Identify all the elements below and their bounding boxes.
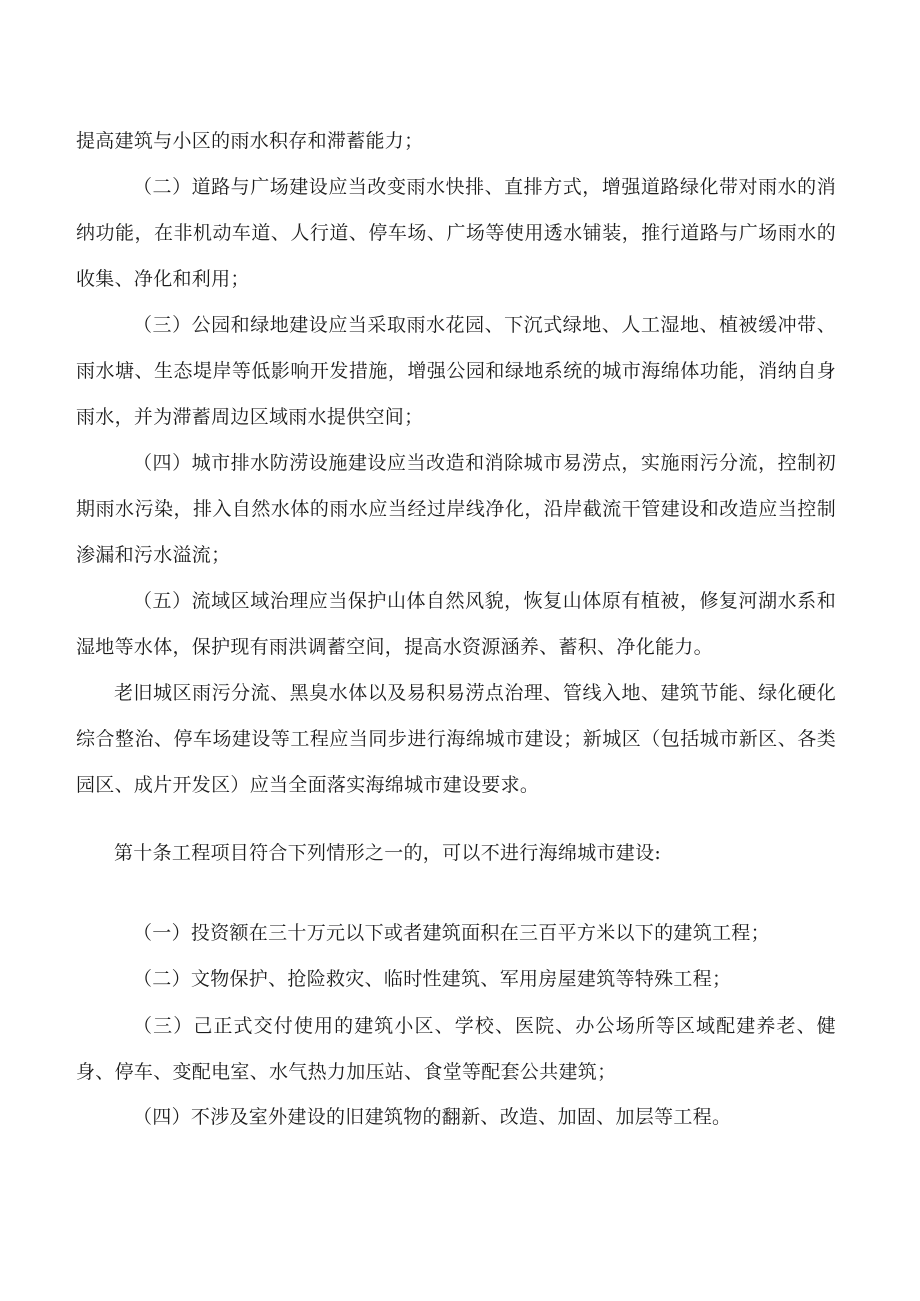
paragraph-exemption-4: （四）不涉及室外建设的旧建筑物的翻新、改造、加固、加层等工程。 bbox=[133, 1106, 732, 1128]
paragraph-item-3-parks-greenland: （三）公园和绿地建设应当采取雨水花园、下沉式绿地、人工湿地、植被缓冲带、雨水塘、生态堤岸等低影响开发措施，增强公园和绿地系统的城市海绵体功能，消纳自身雨水，并为滞蓄周边区域雨水提供空间； bbox=[76, 314, 836, 428]
paragraph-article-10-heading: 第十条工程项目符合下列情形之一的，可以不进行海绵城市建设: bbox=[114, 842, 662, 864]
paragraph-old-new-districts: 老旧城区雨污分流、黑臭水体以及易积易涝点治理、管线入地、建筑节能、绿化硬化综合整治、停车场建设等工程应当同步进行海绵城市建设；新城区（包括城市新区、各类园区、成片开发区）应当全面落实海绵城市建设要求。 bbox=[76, 682, 836, 796]
paragraph-item-5-watershed: （五）流域区域治理应当保护山体自然风貌，恢复山体原有植被，修复河湖水系和湿地等水体，保护现有雨洪调蓄空间，提高水资源涵养、蓄积、净化能力。 bbox=[76, 590, 836, 658]
paragraph-item-2-roads-squares: （二）道路与广场建设应当改变雨水快排、直排方式，增强道路绿化带对雨水的消纳功能，在非机动车道、人行道、停车场、广场等使用透水铺装，推行道路与广场雨水的收集、净化和利用； bbox=[76, 176, 836, 290]
paragraph-rainwater-storage-continued: 提高建筑与小区的雨水积存和滞蓄能力； bbox=[76, 130, 424, 152]
paragraph-exemption-1: （一）投资额在三十万元以下或者建筑面积在三百平方米以下的建筑工程； bbox=[133, 922, 770, 944]
paragraph-item-4-drainage: （四）城市排水防涝设施建设应当改造和消除城市易涝点，实施雨污分流，控制初期雨水污染，排入自然水体的雨水应当经过岸线净化，沿岸截流干管建设和改造应当控制渗漏和污水溢流； bbox=[76, 452, 836, 566]
paragraph-exemption-3: （三）己正式交付使用的建筑小区、学校、医院、办公场所等区域配建养老、健身、停车、变配电室、水气热力加压站、食堂等配套公共建筑； bbox=[76, 1015, 836, 1083]
paragraph-exemption-2: （二）文物保护、抢险救灾、临时性建筑、军用房屋建筑等特殊工程； bbox=[133, 968, 732, 990]
